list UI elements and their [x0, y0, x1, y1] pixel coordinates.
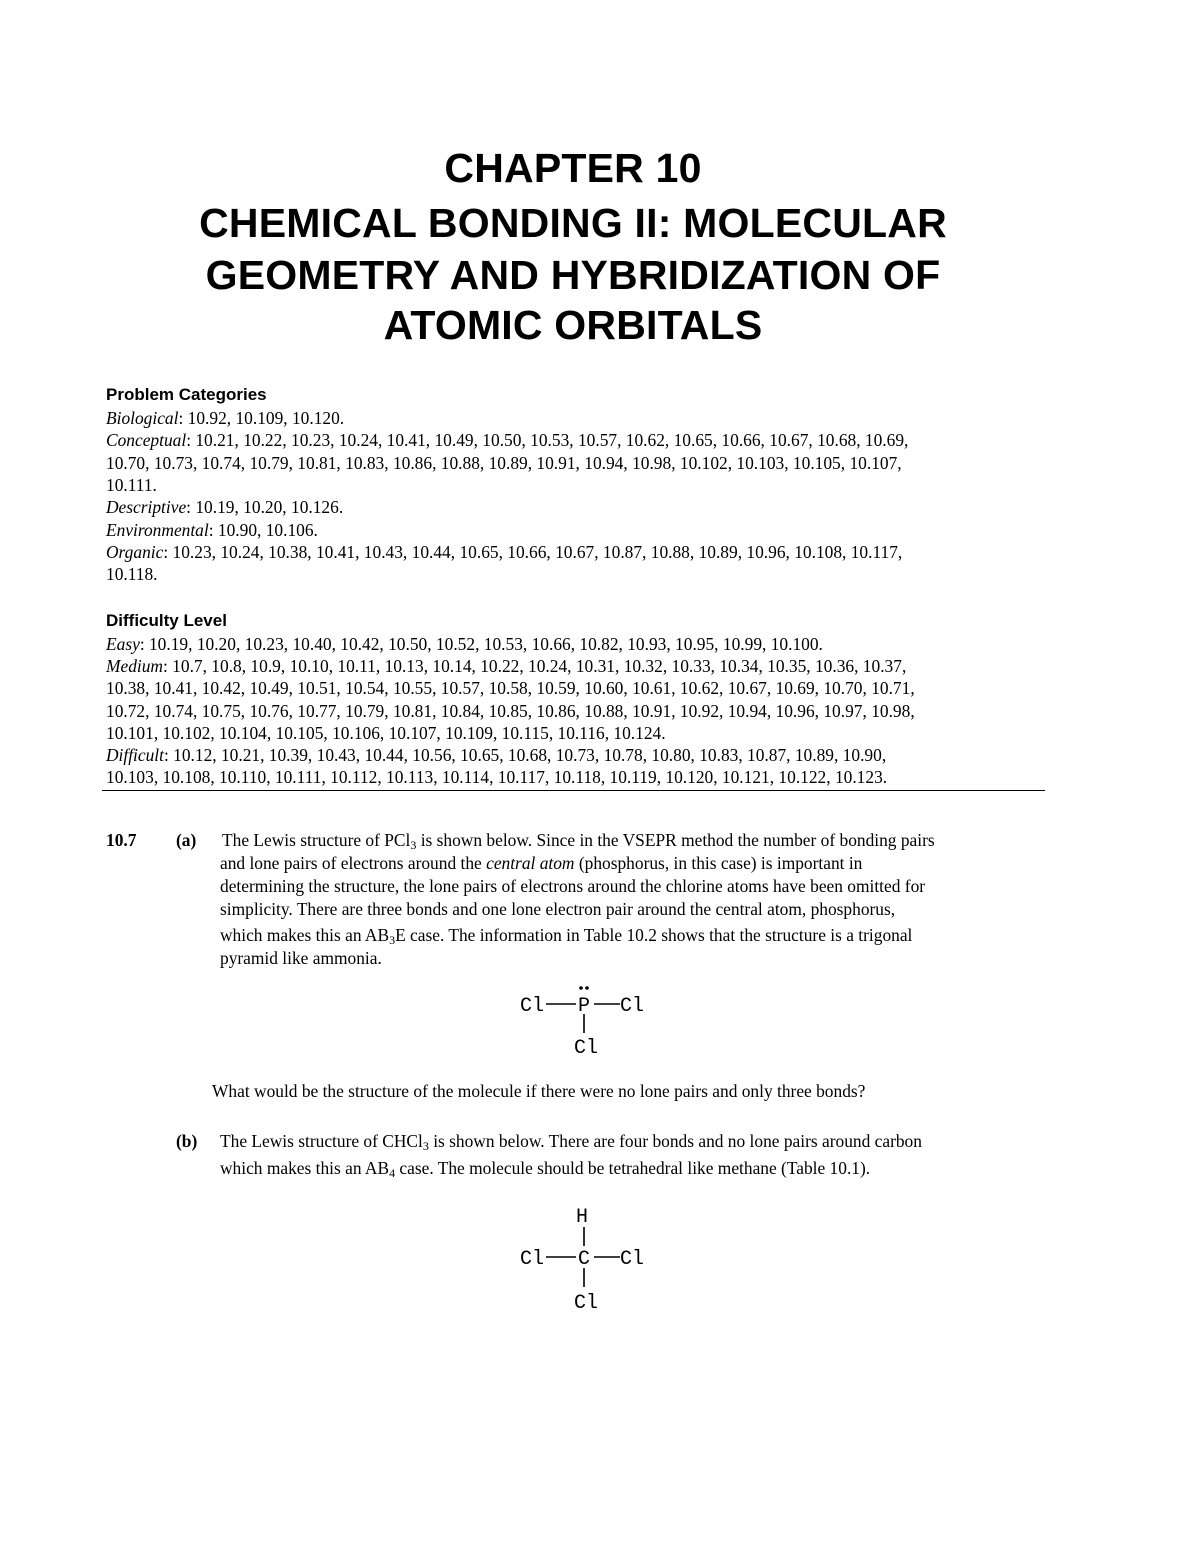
pcl3-center-p: P	[578, 995, 591, 1018]
problem-number: 10.7	[106, 830, 137, 850]
conceptual-line-3: 10.111.	[106, 475, 157, 495]
organic-label: Organic	[106, 542, 164, 562]
chcl3-bottom-cl: Cl	[574, 1292, 599, 1315]
easy-values: : 10.19, 10.20, 10.23, 10.40, 10.42, 10.50, 10.52, 10.53, 10.66, 10.82, 10.93, 10.95, 10.99, 10.100.	[139, 634, 823, 654]
medium-line-4: 10.101, 10.102, 10.104, 10.105, 10.106, 10.107, 10.109, 10.115, 10.116, 10.124.	[106, 723, 666, 743]
biological-values: : 10.92, 10.109, 10.120.	[178, 408, 345, 428]
chapter-number: CHAPTER 10	[444, 145, 702, 191]
chcl3-center-c: C	[578, 1248, 591, 1271]
part-a-line-6: pyramid like ammonia.	[220, 948, 382, 968]
conceptual-values-1: : 10.21, 10.22, 10.23, 10.24, 10.41, 10.49, 10.50, 10.53, 10.57, 10.62, 10.65, 10.66, 10.67, 10.68, 10.69,	[186, 430, 909, 450]
medium-line-2: 10.38, 10.41, 10.42, 10.49, 10.51, 10.54, 10.55, 10.57, 10.58, 10.59, 10.60, 10.61, 10.62, 10.67, 10.69, 10.70, 10.71,	[106, 678, 915, 698]
pcl3-right-cl: Cl	[620, 995, 645, 1018]
part-a-line-5: which makes this an $AB_3E$ case. The information in Table 10.2 shows that the structure is a trigonal	[220, 925, 913, 947]
medium-line-1	[106, 658, 906, 675]
chcl3-left-cl: Cl	[520, 1248, 545, 1271]
pcl3-lewis-structure	[510, 980, 660, 1062]
biological-label: Biological	[106, 408, 179, 428]
part-a-question: What would be the structure of the molecule if there were no lone pairs and only three bonds?	[212, 1081, 866, 1101]
conceptual-line-2: 10.70, 10.73, 10.74, 10.79, 10.81, 10.83, 10.86, 10.88, 10.89, 10.91, 10.94, 10.98, 10.102, 10.103, 10.105, 10.107,	[106, 453, 902, 473]
medium-values-1: : 10.7, 10.8, 10.9, 10.10, 10.11, 10.13, 10.14, 10.22, 10.24, 10.31, 10.32, 10.33, 10.34, 10.35, 10.36, 10.37,	[163, 656, 907, 676]
central-atom-emphasis: central atom	[486, 853, 575, 873]
difficult-values-1: : 10.12, 10.21, 10.39, 10.43, 10.44, 10.56, 10.65, 10.68, 10.73, 10.78, 10.80, 10.83, 10.87, 10.89, 10.90,	[163, 745, 887, 765]
part-a-label: (a)	[176, 830, 197, 850]
environmental-label: Environmental	[106, 520, 209, 540]
descriptive-line	[106, 499, 343, 516]
pcl3-bottom-cl: Cl	[574, 1037, 599, 1060]
difficult-label: Difficult	[106, 745, 164, 765]
lone-pair-dot-2	[585, 986, 589, 990]
chcl3-right-cl: Cl	[620, 1248, 645, 1271]
part-a-line-2: and lone pairs of electrons around the central atom (phosphorus, in this case) is important in	[220, 853, 863, 873]
part-b-label: (b)	[176, 1131, 198, 1151]
part-a-line-4: simplicity. There are three bonds and one lone electron pair around the central atom, phosphorus,	[220, 899, 896, 919]
part-a-line-1: The Lewis structure of PCl$_3$ is shown below. Since in the VSEPR method the number of bonding pairs	[222, 830, 935, 852]
medium-label: Medium	[106, 656, 163, 676]
environmental-values: : 10.90, 10.106.	[208, 520, 318, 540]
organic-line-2: 10.118.	[106, 564, 158, 584]
easy-line	[106, 636, 823, 653]
difficulty-level-heading: Difficulty Level	[106, 611, 227, 630]
organic-values-1: : 10.23, 10.24, 10.38, 10.41, 10.43, 10.44, 10.65, 10.66, 10.67, 10.87, 10.88, 10.89, 10.96, 10.108, 10.117,	[163, 542, 903, 562]
pcl3-left-cl: Cl	[520, 995, 545, 1018]
organic-line-1	[106, 544, 902, 561]
descriptive-values: : 10.19, 10.20, 10.126.	[186, 497, 344, 517]
problem-categories-heading: Problem Categories	[106, 385, 267, 404]
difficult-line-1	[106, 747, 886, 764]
chapter-title-line-2: GEOMETRY AND HYBRIDIZATION OF	[205, 252, 941, 298]
difficult-line-2: 10.103, 10.108, 10.110, 10.111, 10.112, 10.113, 10.114, 10.117, 10.118, 10.119, 10.120, 10.121, 10.122, 10.123.	[106, 767, 888, 787]
chcl3-lewis-structure	[510, 1198, 660, 1316]
part-b-line-2: which makes this an $AB_4$ case. The molecule should be tetrahedral like methane (Table 10.1).	[220, 1158, 871, 1180]
chapter-title-line-1: CHEMICAL BONDING II: MOLECULAR	[199, 200, 947, 246]
medium-line-3: 10.72, 10.74, 10.75, 10.76, 10.77, 10.79, 10.81, 10.84, 10.85, 10.86, 10.88, 10.91, 10.92, 10.94, 10.96, 10.97, 10.98,	[106, 701, 915, 721]
lone-pair-dot-1	[579, 986, 583, 990]
conceptual-line-1	[106, 432, 908, 449]
descriptive-label: Descriptive	[106, 497, 187, 517]
environmental-line	[106, 522, 318, 539]
chapter-title-line-3: ATOMIC ORBITALS	[383, 302, 763, 348]
biological-line	[106, 410, 344, 427]
section-divider	[102, 790, 1045, 791]
part-b-line-1: The Lewis structure of CHCl$_3$ is shown below. There are four bonds and no lone pairs around carbon	[220, 1131, 922, 1153]
part-a-line-3: determining the structure, the lone pairs of electrons around the chlorine atoms have been omitted for	[220, 876, 926, 896]
easy-label: Easy	[106, 634, 140, 654]
conceptual-label: Conceptual	[106, 430, 187, 450]
chcl3-top-h: H	[576, 1206, 589, 1229]
